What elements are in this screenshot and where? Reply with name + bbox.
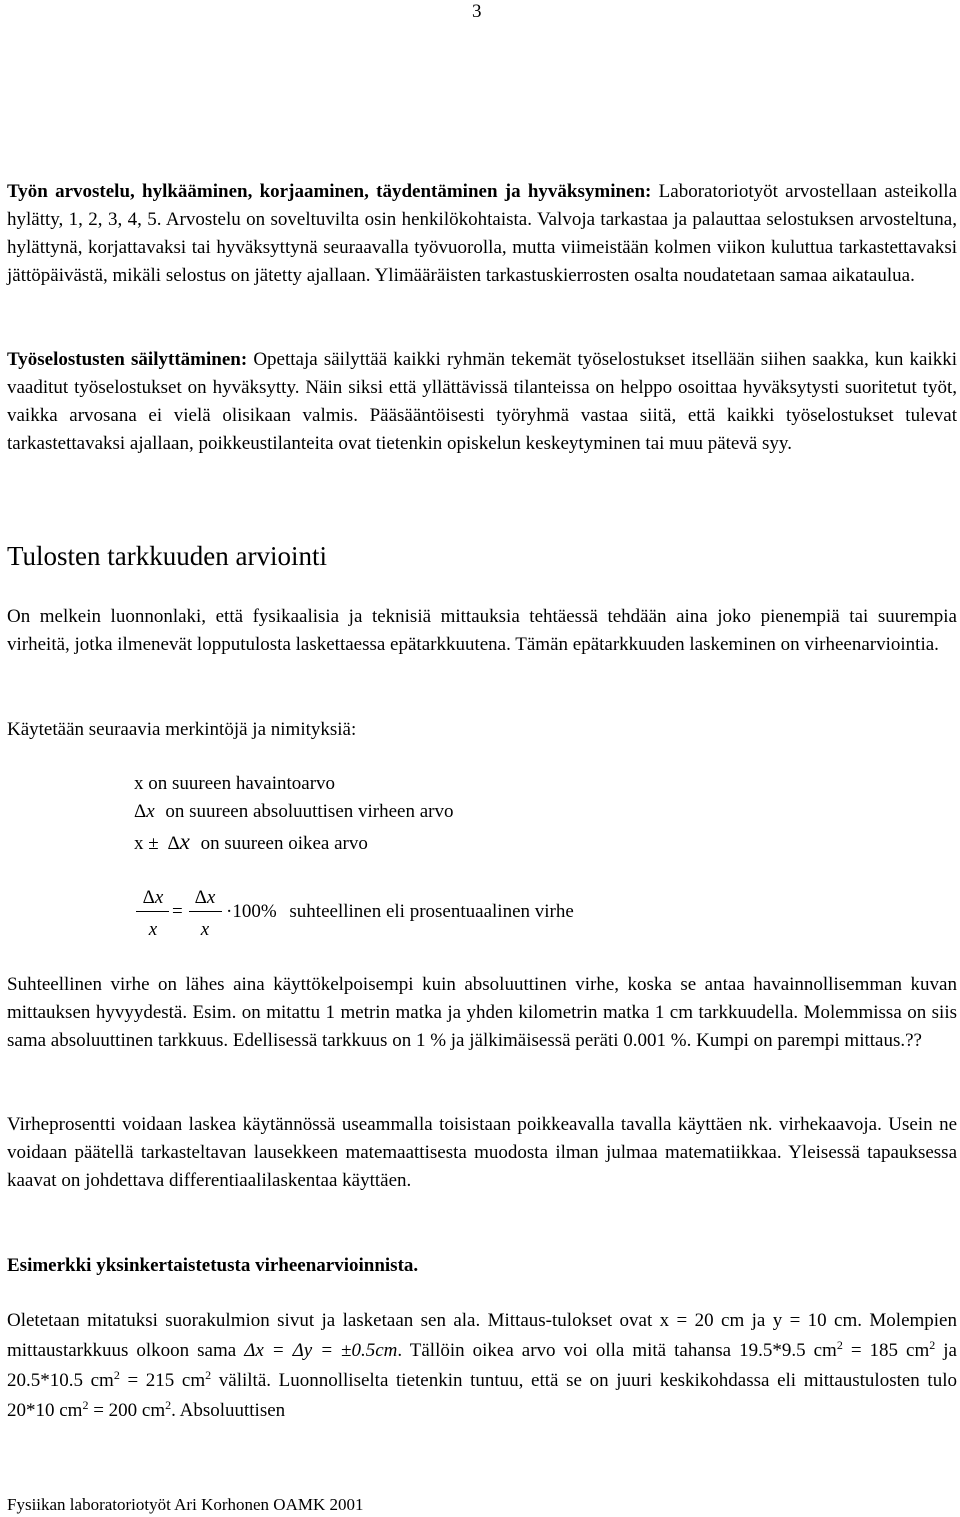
grading-title: Työn arvostelu, hylkääminen, korjaaminen, täydentäminen ja hyväksyminen:: [7, 181, 652, 202]
notation-absolute-text: on suureen absoluuttisen virheen arvo: [165, 801, 454, 822]
percent-value: 100%: [232, 901, 277, 922]
multiply-dot: ·: [226, 901, 233, 922]
delta-symbol: Δ: [167, 833, 180, 854]
x-plusminus: x ±: [134, 833, 159, 854]
example-heading: Esimerkki yksinkertaistetusta virheenarvioinnista.: [7, 1255, 419, 1276]
formula-denominator-1: x: [148, 919, 158, 940]
tolerance-formula: Δx = Δy = ±0.5cm: [244, 1340, 398, 1361]
formula-numerator-1: Δx: [142, 887, 164, 908]
formula-numerator-2: Δx: [194, 887, 216, 908]
formula-denominator-2: x: [200, 919, 210, 940]
notation-true: [134, 830, 368, 856]
relative-error-paragraph: Suhteellinen virhe on lähes aina käyttökelpoisempi kuin absoluuttinen virhe, koska se antaa havainnollisemman kuvan mittauksen hyvyydestä. Esim. on mitattu 1 metrin matka ja yhden kilometrin matka 1 cm tarkkuudella. Molemmissa on siis sama absoluuttinen tarkkuus. Edellisessä tarkkuus on 1 % ja jälkimäisessä peräti 0.001 %. Kumpi on parempi mittaus.??: [7, 974, 957, 1051]
x-symbol: x: [146, 801, 155, 822]
fraction-bar-2: [189, 911, 222, 912]
storage-body: Opettaja säilyttää kaikki ryhmän tekemät työselostukset itsellään siihen saakka, kun kaikki vaaditut työselostukset on hyväksytty. Näin siksi että yllättävissä tilanteissa on helppo osoittaa hyväksytysti suoritetut työt, vaikka arvosana ei vielä olisikaan valmis. Pääsääntöisesti työryhmä vastaa siitä, että kaikki työselostukset tulevat tarkastettavaksi ajallaan, poikkeustilanteita ovat tietenkin opiskelun keskeytyminen tai muu pätevä syy.: [7, 349, 958, 454]
formula-equals: =: [172, 901, 183, 922]
storage-paragraph: [7, 346, 957, 458]
fraction-bar-1: [136, 911, 169, 912]
grading-paragraph: [7, 178, 957, 290]
example-paragraph: Oletetaan mitatuksi suorakulmion sivut ja lasketaan sen ala. Mittaus-tulokset ovat x = 20 cm ja y = 10 cm. Molempien mittaustarkkuus olkoon sama Δx = Δy = ±0.5cm. Tällöin oikea arvo voi olla mitä tahansa 19.5*9.5 $cm^2 = 185$ $cm^2$ ja 20.5*10.5 $cm^2 = 215$ $cm^2$ väliltä. Luonnolliselta tietenkin tuntuu, että se on juuri keskikohdassa eli mittaustulosten tulo 20*10 $cm^2 = 200$ $cm^2$. Absoluuttisen: [7, 1310, 957, 1421]
notation-absolute: [134, 800, 454, 824]
page-footer: Fysiikan laboratoriotyöt Ari Korhonen OAMK 2001: [7, 1495, 364, 1514]
delta-symbol: Δ: [134, 801, 147, 822]
storage-title: Työselostusten säilyttäminen:: [7, 349, 248, 370]
error-formula-paragraph: Virheprosentti voidaan laskea käytännössä useammalla toisistaan poikkeavalla tavalla käyttäen nk. virhekaavoja. Usein ne voidaan päätellä tarkasteltavan lausekkeen matemaattisesta muodosta ilman julmaa matematiikkaa. Yleisessä tapauksessa kaavat on johdettava differentiaalilaskentaa käyttäen.: [7, 1114, 957, 1191]
x-symbol: x: [179, 829, 190, 854]
notation-observed: x on suureen havaintoarvo: [134, 773, 336, 794]
notation-true-text: on suureen oikea arvo: [200, 833, 368, 854]
section-heading: Tulosten tarkkuuden arviointi: [7, 541, 327, 571]
formula-rest: [226, 900, 574, 924]
relative-error-label: suhteellinen eli prosentuaalinen virhe: [289, 901, 574, 922]
page-number: 3: [472, 1, 482, 22]
notation-intro: Käytetään seuraavia merkintöjä ja nimityksiä:: [7, 719, 357, 740]
grading-body: Laboratoriotyöt arvostellaan asteikolla hylätty, 1, 2, 3, 4, 5. Arvostelu on soveltuvilta osin henkilökohtaista. Valvoja tarkastaa ja palauttaa selostuksen arvosteltuna, hylättynä, korjattavaksi tai hyväksyttynä seuraavalla työvuorolla, mutta viimeistään kolmen viikon kuluttua tarkastettavaksi jättöpäivästä, mikäli selostus on jätetty ajallaan. Ylimääräisten tarkastuskierrosten osalta noudatetaan samaa aikataulua.: [7, 181, 958, 286]
intro-paragraph: On melkein luonnonlaki, että fysikaalisia ja teknisiä mittauksia tehtäessä tehdään aina joko pienempiä tai suurempia virheitä, jotka ilmenevät lopputulosta laskettaessa epätarkkuutena. Tämän epätarkkuuden laskeminen on virheenarviointia.: [7, 606, 957, 655]
